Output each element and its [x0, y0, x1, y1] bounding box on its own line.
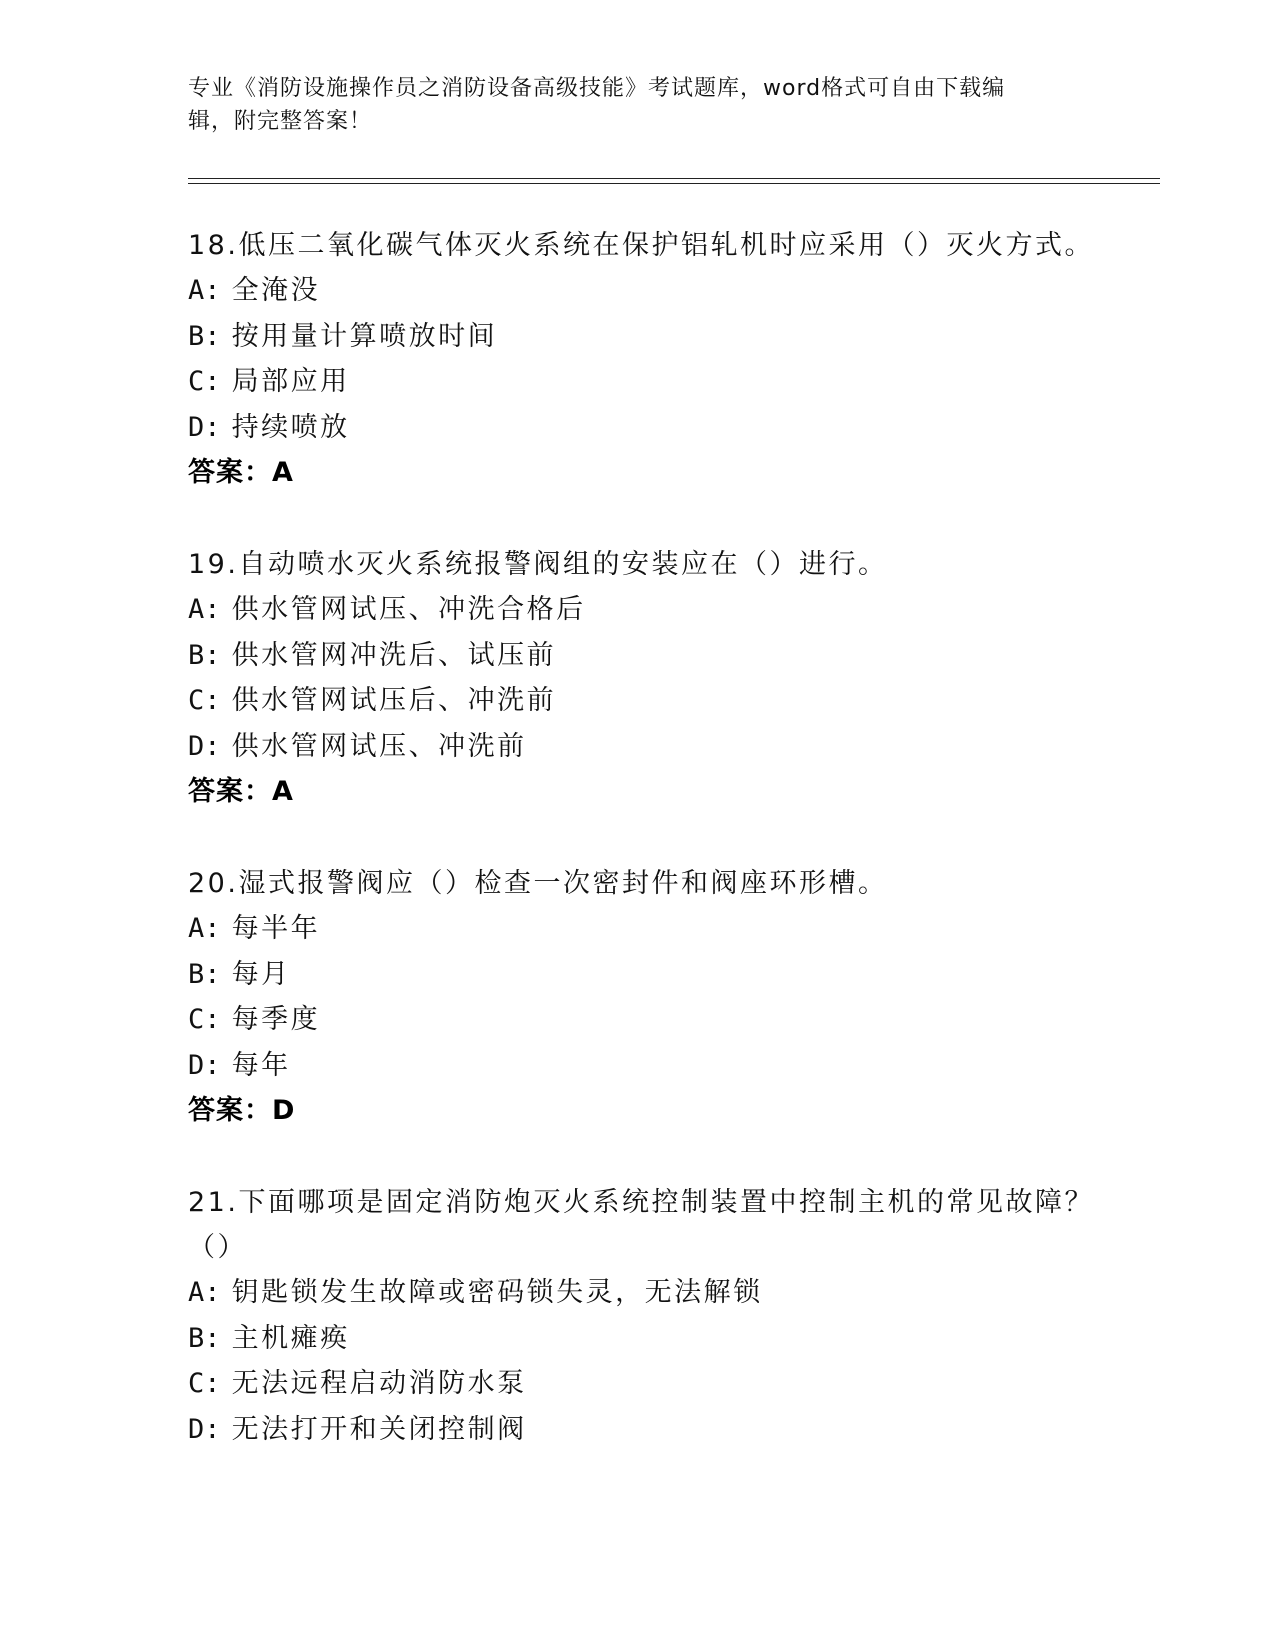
option-b	[188, 314, 1108, 360]
option-letter: B:	[188, 320, 221, 352]
header-line-2: 辑，附完整答案！	[188, 109, 373, 134]
question-18	[188, 223, 1108, 495]
option-letter: C:	[188, 685, 221, 716]
option-text: 供水管网试压、冲洗前	[231, 730, 527, 762]
option-b	[188, 1316, 1108, 1362]
option-letter: C:	[188, 1368, 221, 1399]
option-text: 无法打开和关闭控制阀	[231, 1413, 527, 1445]
option-text: 无法远程启动消防水泵	[231, 1368, 527, 1399]
option-text: 按用量计算喷放时间	[231, 320, 498, 352]
option-text: 持续喷放	[231, 411, 350, 443]
option-letter: D:	[188, 411, 221, 443]
header-divider-bottom	[188, 183, 1160, 184]
option-text: 供水管网冲洗后、试压前	[231, 639, 557, 671]
option-letter: D:	[188, 1413, 221, 1445]
option-letter: B:	[188, 958, 221, 990]
option-text: 每半年	[231, 913, 321, 944]
document-header	[188, 72, 1078, 138]
option-text: 每月	[231, 958, 291, 990]
option-letter: C:	[188, 1004, 221, 1035]
option-letter: A:	[188, 1277, 221, 1308]
option-c	[188, 1361, 1108, 1407]
option-b	[188, 633, 1108, 679]
option-text: 局部应用	[231, 366, 350, 397]
option-a	[188, 906, 1108, 952]
option-a	[188, 268, 1108, 314]
option-d	[188, 405, 1108, 451]
option-d	[188, 1407, 1108, 1453]
option-letter: D:	[188, 730, 221, 762]
option-letter: C:	[188, 366, 221, 397]
answer: 答案：D	[188, 1095, 296, 1126]
option-c	[188, 997, 1108, 1043]
option-letter: B:	[188, 639, 221, 671]
option-c	[188, 359, 1108, 405]
question-title: 18.低压二氧化碳气体灭火系统在保护铝轧机时应采用（）灭火方式。	[188, 230, 1094, 261]
question-title: 19.自动喷水灭火系统报警阀组的安装应在（）进行。	[188, 549, 888, 580]
header-line-1: 专业《消防设施操作员之消防设备高级技能》考试题库，word格式可自由下载编	[188, 76, 1006, 101]
question-title: 20.湿式报警阀应（）检查一次密封件和阀座环形槽。	[188, 868, 888, 899]
option-text: 每季度	[231, 1004, 321, 1035]
option-text: 钥匙锁发生故障或密码锁失灵，无法解锁	[231, 1277, 763, 1308]
question-21	[188, 1180, 1108, 1452]
option-text: 全淹没	[231, 275, 321, 306]
option-a	[188, 587, 1108, 633]
option-text: 供水管网试压、冲洗合格后	[231, 594, 586, 625]
option-d	[188, 724, 1108, 770]
question-19	[188, 542, 1108, 814]
header-divider-top	[188, 178, 1160, 179]
option-text: 供水管网试压后、冲洗前	[231, 685, 557, 716]
option-letter: A:	[188, 913, 221, 944]
option-b	[188, 952, 1108, 998]
option-a	[188, 1270, 1108, 1316]
question-title: 21.下面哪项是固定消防炮灭火系统控制装置中控制主机的常见故障？	[188, 1187, 1094, 1218]
option-letter: D:	[188, 1049, 221, 1081]
question-title-continuation: （）	[188, 1232, 247, 1263]
option-text: 每年	[231, 1049, 291, 1081]
option-text: 主机瘫痪	[231, 1322, 350, 1354]
question-20	[188, 861, 1108, 1133]
answer: 答案：A	[188, 457, 294, 488]
option-letter: A:	[188, 275, 221, 306]
option-c	[188, 678, 1108, 724]
answer: 答案：A	[188, 776, 294, 807]
option-letter: A:	[188, 594, 221, 625]
option-d	[188, 1043, 1108, 1089]
option-letter: B:	[188, 1322, 221, 1354]
